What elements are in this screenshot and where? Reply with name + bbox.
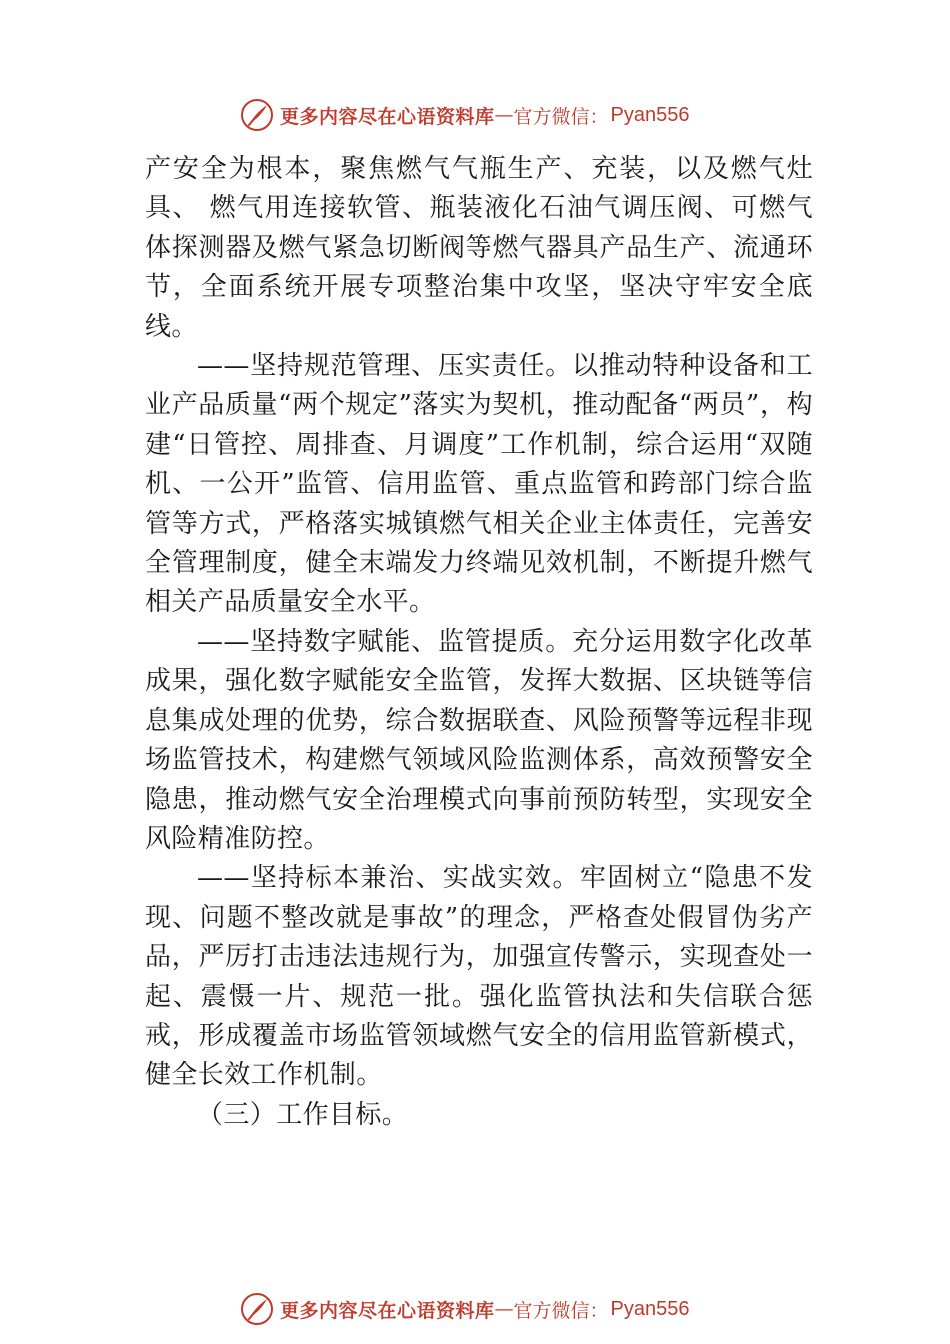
paragraph-2: ——坚持规范管理、压实责任。以推动特种设备和工业产品质量“两个规定”落实为契机，推动配备“两员”，构建“日管控、周排查、月调度”工作机制，综合运用“双随机、一公开”监管、信用监管、重点监管和跨部门综合监管等方式，严格落实城镇燃气相关企业主体责任，完善安全管理制度，健全末端发力终端见效机制，不断提升燃气相关产品质量安全水平。 bbox=[145, 351, 813, 618]
wechat-id: Pyan556 bbox=[610, 103, 690, 126]
banner-dash: — bbox=[494, 104, 514, 126]
brand-text: 更多内容尽在心语资料库 bbox=[280, 105, 495, 128]
paragraph-5: （三）工作目标。 bbox=[197, 1099, 409, 1130]
wechat-id: Pyan556 bbox=[610, 1297, 690, 1320]
banner-dash: — bbox=[494, 1298, 514, 1320]
wechat-label: 官方微信： bbox=[513, 1299, 609, 1322]
paragraph-4: ——坚持标本兼治、实战实效。牢固树立“隐患不发现、问题不整改就是事故”的理念，严格查处假冒伪劣产品，严厉打击违法违规行为，加强宣传警示，实现查处一起、震慑一片、规范一批。强化监管执法和失信联合惩戒，形成覆盖市场监管领域燃气安全的信用监管新模式，健全长效工作机制。 bbox=[145, 863, 813, 1091]
footer-banner bbox=[240, 1291, 690, 1327]
paragraph-1: 产安全为根本，聚焦燃气气瓶生产、充装，以及燃气灶具、 燃气用连接软管、瓶装液化石油气调压阀、可燃气体探测器及燃气紧急切断阀等燃气器具产品生产、流通环节，全面系统开展专项整治集中攻坚，坚决守牢安全底线。 bbox=[145, 154, 813, 342]
wechat-label: 官方微信： bbox=[513, 105, 609, 128]
quill-logo-icon bbox=[240, 1292, 274, 1326]
header-banner bbox=[240, 97, 690, 133]
quill-logo-icon bbox=[240, 98, 274, 132]
document-body bbox=[145, 150, 813, 1135]
paragraph-3: ——坚持数字赋能、监管提质。充分运用数字化改革成果，强化数字赋能安全监管，发挥大数据、区块链等信息集成处理的优势，综合数据联查、风险预警等远程非现场监管技术，构建燃气领域风险监测体系，高效预警安全隐患，推动燃气安全治理模式向事前预防转型，实现安全风险精准防控。 bbox=[145, 626, 813, 854]
brand-text: 更多内容尽在心语资料库 bbox=[280, 1299, 495, 1322]
